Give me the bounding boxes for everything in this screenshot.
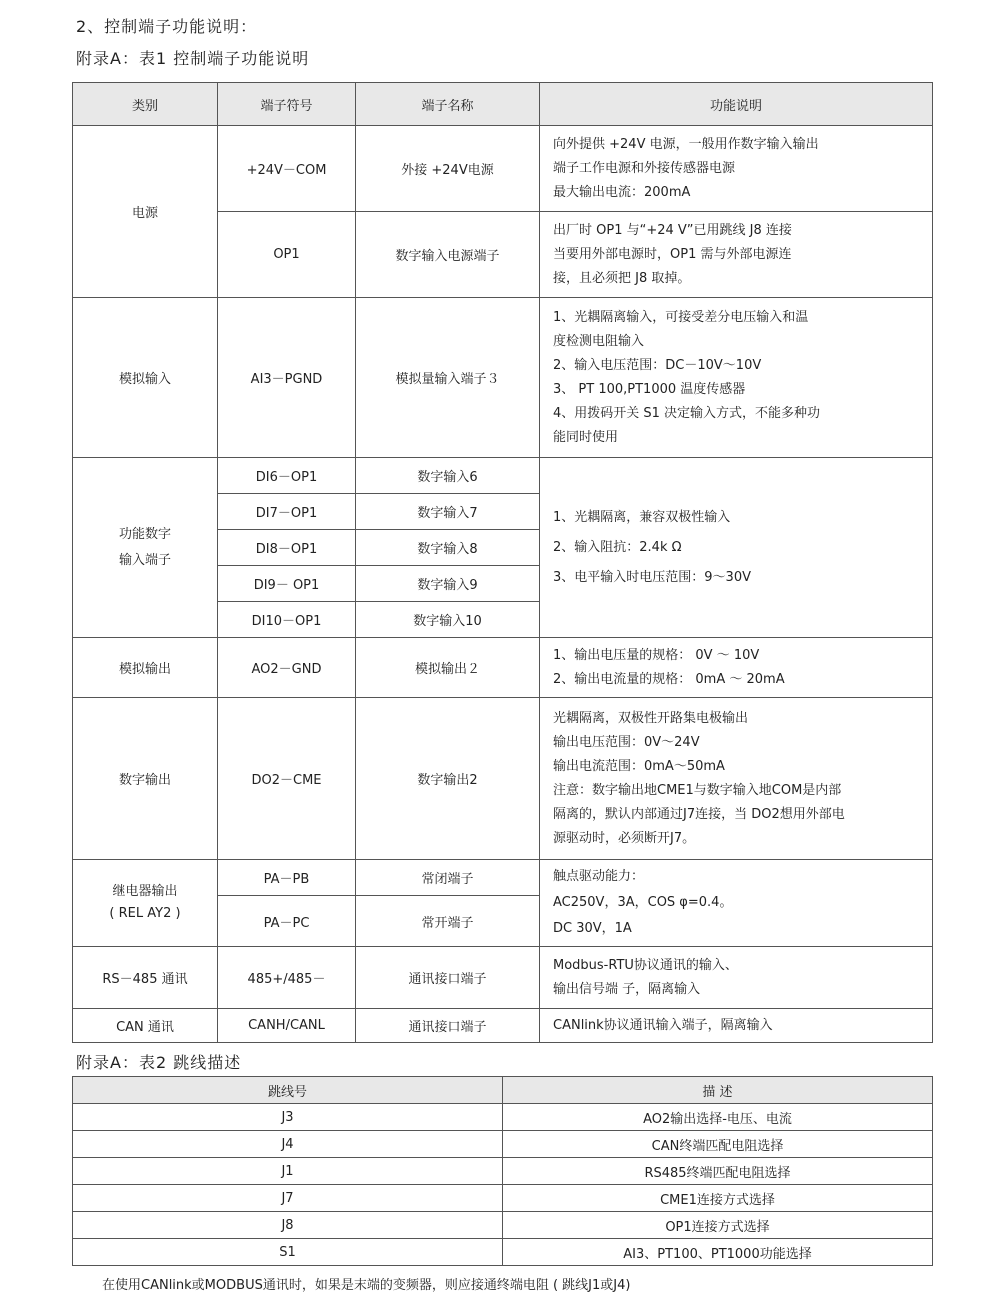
jumper-desc-cell: CAN终端匹配电阻选择 [503,1131,933,1158]
table-row [73,698,933,860]
category-cell: 数字输出 [73,698,218,860]
table-row [73,1239,933,1266]
description-line: Modbus-RTU协议通讯的输入、 [553,957,738,973]
name-cell: 数字输入10 [356,602,540,638]
table-header-row [73,1077,933,1104]
description-line: 出厂时 OP1 与“+24 V”已用跳线 J8 连接 [553,222,792,238]
description-line: 输出电流范围：0mA～50mA [553,758,725,774]
header-category: 类别 [73,83,218,126]
description-cell [540,298,933,458]
section-heading: 2、控制端子功能说明： [76,17,258,36]
symbol-cell: DI6－OP1 [218,458,356,494]
description-line: 1、光耦隔离，兼容双极性输入 [553,509,731,525]
name-cell: 模拟量输入端子３ [356,298,540,458]
name-cell: 数字输出2 [356,698,540,860]
header-function: 功能说明 [540,83,933,126]
description-cell [540,126,933,212]
jumper-id-cell: J3 [73,1104,503,1131]
category-cell: 模拟输入 [73,298,218,458]
jumper-id-cell: J1 [73,1158,503,1185]
header-symbol: 端子符号 [218,83,356,126]
description-cell [540,212,933,298]
name-cell: 数字输入8 [356,530,540,566]
category-line: 输入端子 [118,552,171,568]
name-cell: 通讯接口端子 [356,947,540,1009]
jumper-desc-cell: AO2输出选择-电压、电流 [503,1104,933,1131]
symbol-cell: OP1 [218,212,356,298]
name-cell: 常闭端子 [356,860,540,896]
name-cell: 数字输入电源端子 [356,212,540,298]
table-row [73,1009,933,1043]
category-cell [73,458,218,638]
table-row [73,947,933,1009]
category-cell: CAN 通讯 [73,1009,218,1043]
description-cell [540,1009,933,1043]
jumper-id-cell: S1 [73,1239,503,1266]
table-row [73,458,933,494]
name-cell: 常开端子 [356,896,540,947]
description-line: 输出信号端 子，隔离输入 [553,981,701,997]
table-row [73,1131,933,1158]
table-row [73,638,933,698]
category-line: ( REL AY2 ) [109,906,181,921]
table-row [73,126,933,212]
description-line: 2、输入电压范围：DC－10V～10V [553,357,762,373]
symbol-cell: CANH/CANL [218,1009,356,1043]
description-line: 1、光耦隔离输入，可接受差分电压输入和温 [553,309,809,325]
description-line: 源驱动时，必须断开J7。 [553,830,696,846]
jumper-id-cell: J8 [73,1212,503,1239]
jumper-id-cell: J7 [73,1185,503,1212]
header-jumper-id: 跳线号 [73,1077,503,1104]
table2-title: 附录A：表2 跳线描述 [76,1053,242,1072]
description-cell [540,638,933,698]
symbol-cell: DI8－OP1 [218,530,356,566]
category-cell: 电源 [73,126,218,298]
description-cell [540,458,933,638]
description-line: 光耦隔离，双极性开路集电极输出 [553,710,749,726]
description-line: AC250V，3A，COS φ=0.4。 [553,895,733,910]
name-cell: 数字输入7 [356,494,540,530]
footnote: 在使用CANlink或MODBUS通讯时，如果是末端的变频器，则应接通终端电阻 ( 跳线J1或J4) [102,1278,631,1293]
table-row [73,298,933,458]
name-cell: 模拟输出２ [356,638,540,698]
description-cell [540,860,933,947]
name-cell: 数字输入6 [356,458,540,494]
description-line: 1、输出电压量的规格： 0V ～ 10V [553,647,760,663]
header-description: 描 述 [503,1077,933,1104]
description-line: 3、 PT 100,PT1000 温度传感器 [553,381,746,397]
symbol-cell: DI7－OP1 [218,494,356,530]
name-cell: 外接 +24V电源 [356,126,540,212]
symbol-cell: 485+/485－ [218,947,356,1009]
description-line: 4、用拨码开关 S1 决定输入方式，不能多种功 [553,405,821,421]
jumper-desc-cell: AI3、PT100、PT1000功能选择 [503,1239,933,1266]
table-row [73,1212,933,1239]
table-header-row [73,83,933,126]
symbol-cell: AI3－PGND [218,298,356,458]
control-terminal-table [72,82,933,1043]
description-line: 2、输出电流量的规格： 0mA ～ 20mA [553,671,785,687]
table-row [73,1104,933,1131]
description-line: 3、电平输入时电压范围：9～30V [553,569,751,585]
table-row [73,1185,933,1212]
description-line: 当要用外部电源时，OP1 需与外部电源连 [553,246,792,262]
description-line: 度检测电阻输入 [553,333,645,349]
description-line: 能同时使用 [553,429,619,445]
description-line: DC 30V，1A [553,921,632,936]
name-cell: 数字输入9 [356,566,540,602]
description-line: 输出电压范围：0V～24V [553,734,700,750]
symbol-cell: DO2－CME [218,698,356,860]
description-line: 接，且必须把 J8 取掉。 [553,270,691,286]
name-cell: 通讯接口端子 [356,1009,540,1043]
category-line: 继电器输出 [112,884,178,899]
symbol-cell: DI10－OP1 [218,602,356,638]
description-line: 触点驱动能力： [553,869,645,884]
symbol-cell: DI9－ OP1 [218,566,356,602]
table-row [73,860,933,896]
description-line: 隔离的，默认内部通过J7连接，当 DO2想用外部电 [553,806,845,822]
jumper-desc-cell: OP1连接方式选择 [503,1212,933,1239]
description-line: 注意：数字输出地CME1与数字输入地COM是内部 [553,782,842,798]
description-line: 2、输入阻抗：2.4k Ω [553,539,682,555]
jumper-table [72,1076,933,1266]
category-cell: 模拟输出 [73,638,218,698]
description-line: CANlink协议通讯输入端子，隔离输入 [553,1017,773,1033]
category-cell: RS－485 通讯 [73,947,218,1009]
category-cell [73,860,218,947]
description-line: 向外提供 +24V 电源，一般用作数字输入输出 [553,136,819,152]
symbol-cell: PA－PB [218,860,356,896]
jumper-desc-cell: CME1连接方式选择 [503,1185,933,1212]
table1-title: 附录A：表1 控制端子功能说明 [76,49,310,68]
symbol-cell: AO2－GND [218,638,356,698]
description-line: 端子工作电源和外接传感器电源 [553,160,736,176]
jumper-desc-cell: RS485终端匹配电阻选择 [503,1158,933,1185]
header-name: 端子名称 [356,83,540,126]
table-row [73,1158,933,1185]
symbol-cell: PA－PC [218,896,356,947]
category-line: 功能数字 [118,526,171,542]
jumper-id-cell: J4 [73,1131,503,1158]
symbol-cell: +24V－COM [218,126,356,212]
description-line: 最大输出电流：200mA [553,184,691,200]
description-cell [540,698,933,860]
description-cell [540,947,933,1009]
